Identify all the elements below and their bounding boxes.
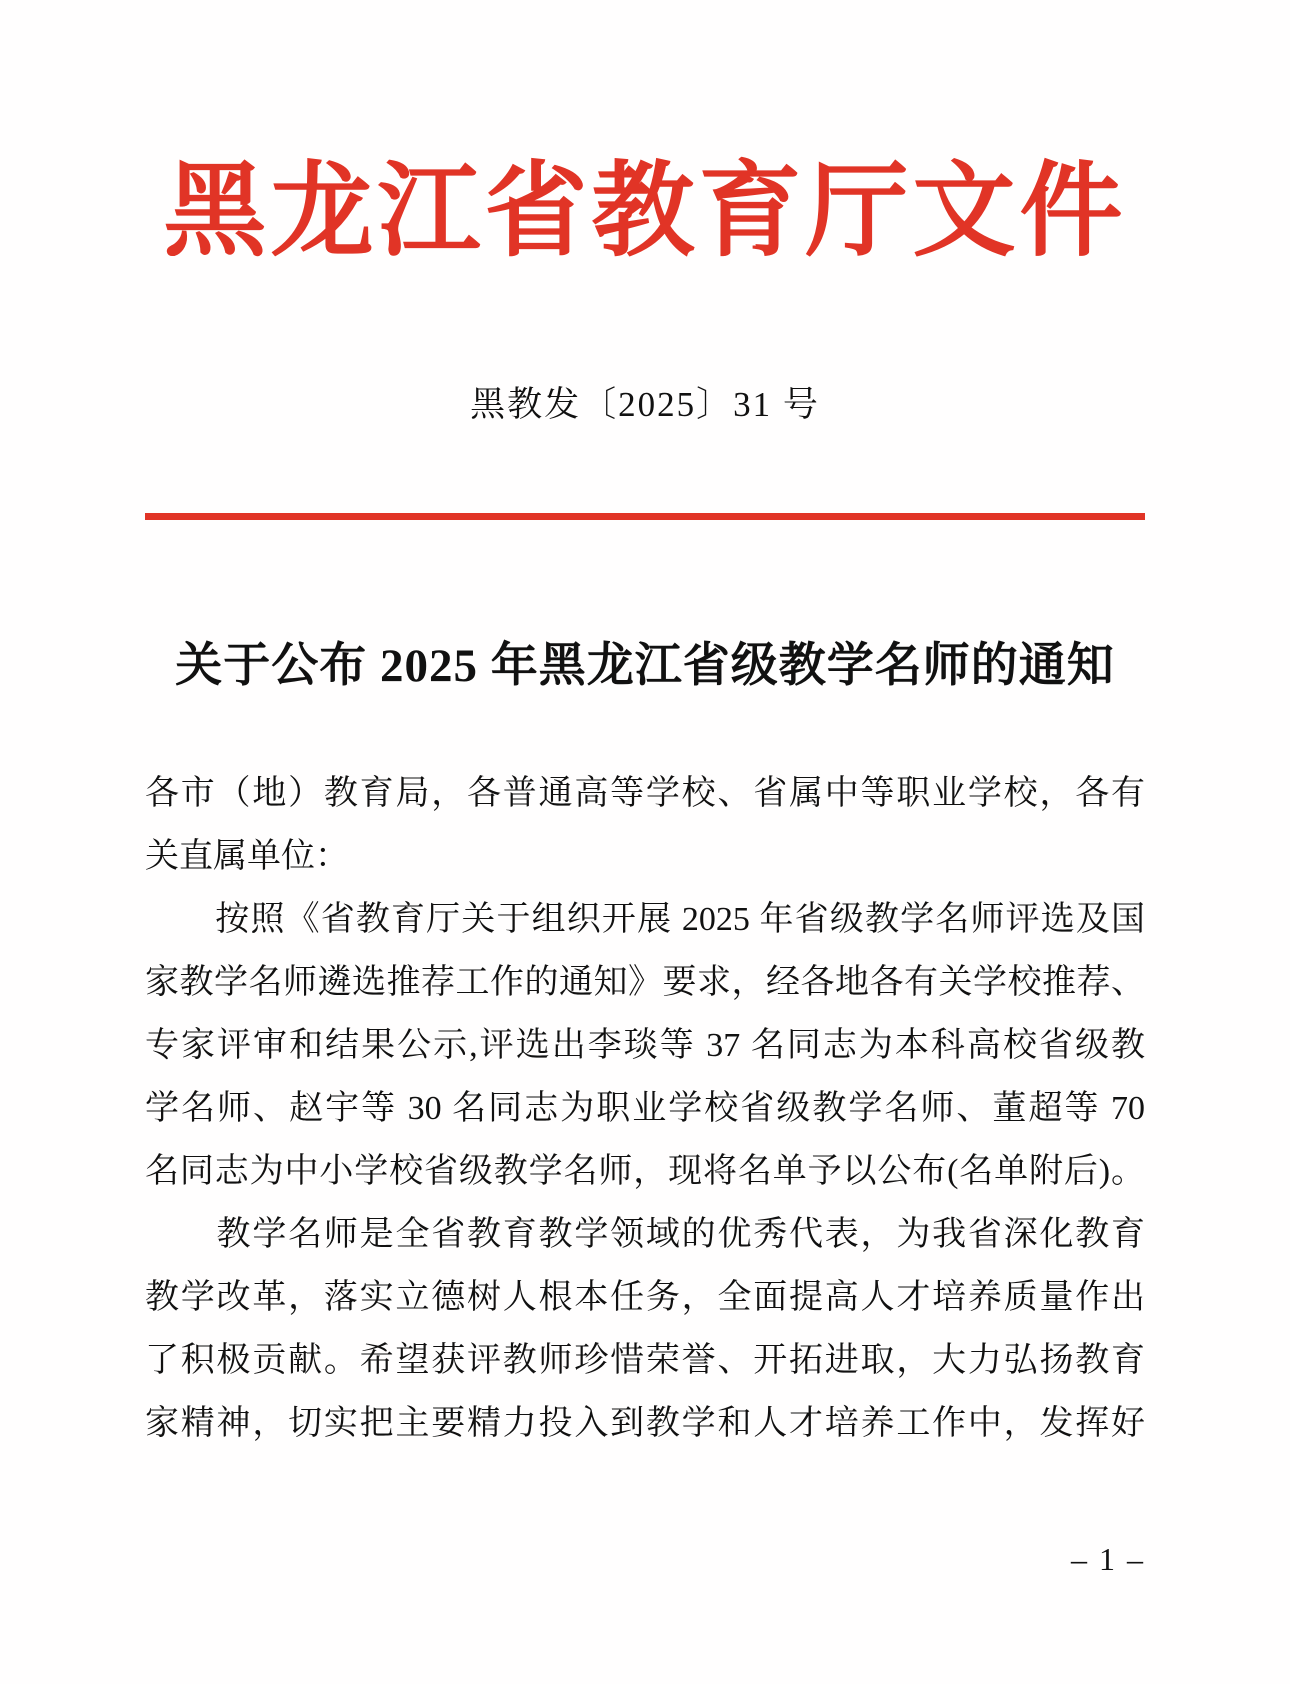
body-line: 名同志为中小学校省级教学名师，现将名单予以公布(名单附后)。 [145, 1153, 1145, 1191]
agency-letterhead-title: 黑龙江省教育厅文件 [163, 155, 1127, 269]
body-line: 专家评审和结果公示,评选出李琰等 37 名同志为本科高校省级教 [145, 1027, 1145, 1065]
body-line: 各市（地）教育局，各普通高等学校、省属中等职业学校，各有 [145, 775, 1145, 813]
document-main [145, 632, 1145, 1577]
body-line: 家精神，切实把主要精力投入到教学和人才培养工作中，发挥好 [145, 1405, 1145, 1443]
document-content [145, 0, 1145, 429]
body-line: 按照《省教育厅关于组织开展 2025 年省级教学名师评选及国 [145, 901, 1145, 939]
page-number: – 1 – [1071, 1541, 1145, 1578]
body-line: 了积极贡献。希望获评教师珍惜荣誉、开拓进取，大力弘扬教育 [145, 1342, 1145, 1380]
red-separator-line [145, 513, 1145, 520]
document-body [145, 762, 1145, 1455]
body-line: 关直属单位： [145, 838, 349, 876]
body-line: 教学改革，落实立德树人根本任务，全面提高人才培养质量作出 [145, 1279, 1145, 1317]
document-number: 黑教发〔2025〕31 号 [470, 384, 820, 424]
document-title: 关于公布 2025 年黑龙江省级教学名师的通知 [175, 639, 1115, 692]
body-line: 家教学名师遴选推荐工作的通知》要求，经各地各有关学校推荐、 [145, 964, 1145, 1002]
body-line: 学名师、赵宇等 30 名同志为职业学校省级教学名师、董超等 70 [145, 1090, 1145, 1128]
body-line: 教学名师是全省教育教学领域的优秀代表，为我省深化教育 [145, 1216, 1145, 1254]
